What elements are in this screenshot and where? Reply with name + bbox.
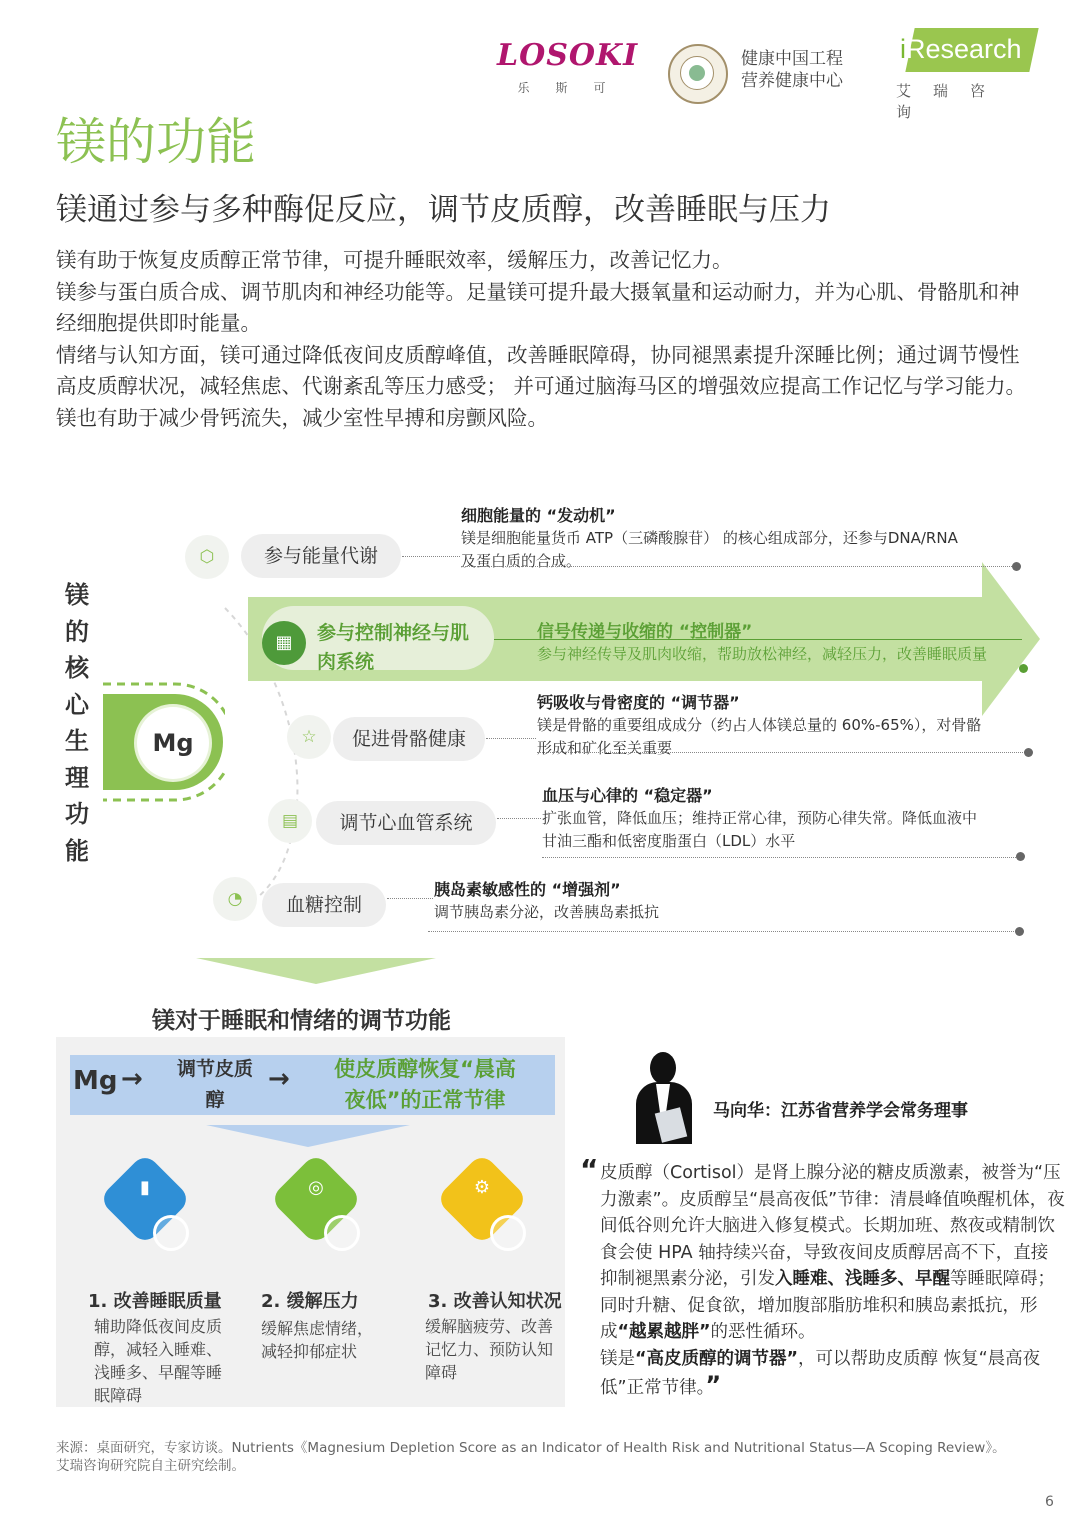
connector-dot bbox=[1012, 562, 1021, 571]
intro-para: 镁参与蛋白质合成、调节肌肉和神经功能等。足量镁可提升最大摄氧量和运动耐力，并为心肌、骨骼肌和神经细胞提供即时能量。 bbox=[56, 279, 1020, 335]
quote-segment: 皮质醇（Cortisol）是肾上腺分泌的糖皮质激素，被誉为“压力激素”。皮质醇呈“晨高夜低”节律：清晨峰值唤醒机体，夜间低谷则允许大脑进入修复模式。长期加班、熬夜或精制饮食会使 HPA 轴持续兴奋，导致夜间皮质醇居高不下，直接抑制褪黑素分泌，引发 bbox=[600, 1163, 1065, 1289]
item-stress-desc: 缓解焦虑情绪， 减轻抑郁症状 bbox=[261, 1319, 374, 1361]
connector-dot bbox=[1019, 664, 1028, 673]
nerve-icon: ▦ bbox=[262, 621, 306, 665]
iresearch-logo bbox=[896, 28, 1041, 122]
quote-segment: 的恶性循环。 bbox=[710, 1322, 816, 1342]
connector-dot bbox=[1016, 852, 1025, 861]
page-title: 镁的功能 bbox=[56, 113, 256, 171]
iresearch-sub: 艾瑞咨询 bbox=[896, 82, 1008, 121]
pie-chart-icon: ◔ bbox=[213, 877, 257, 921]
function-bone-title: 钙吸收与骨密度的 “调节器” bbox=[537, 693, 740, 712]
item-stress-title: 2. 缓解压力 bbox=[261, 1291, 359, 1312]
flow-mid: 调节皮质 醇 bbox=[176, 1058, 253, 1111]
intro-para: 情绪与认知方面，镁可通过降低夜间皮质醇峰值，改善睡眠障碍，协同褪黑素提升深睡比例；通过调节慢性高皮质醇状况，减轻焦虑、代谢紊乱等压力感受； 并可通过脑海马区的增强效应提高工作记忆与学习能力。 bbox=[56, 342, 1027, 398]
seal-org-line1: 健康中国工程 bbox=[741, 49, 843, 69]
source-note: 来源：桌面研究，专家访谈。Nutrients《Magnesium Depletion Score as an Indicator of Health Risk and Nutritional Status—A Scoping Review》。艾瑞咨询研究院自主研究绘制。 bbox=[56, 1440, 1006, 1474]
iresearch-brand: Research bbox=[906, 34, 1022, 64]
function-energy-label: 参与能量代谢 bbox=[241, 534, 401, 578]
item-sleep-title: 1. 改善睡眠质量 bbox=[88, 1291, 222, 1312]
function-bone-label: 促进骨骼健康 bbox=[333, 717, 485, 761]
heart-doc-icon: ▤ bbox=[268, 799, 312, 843]
function-cardio-title: 血压与心律的 “稳定器” bbox=[542, 786, 713, 805]
losoki-sub: 乐斯可 bbox=[517, 81, 632, 95]
expert-avatar bbox=[636, 1052, 692, 1144]
flow-end: 使皮质醇恢复“晨高 夜低”的正常节律 bbox=[334, 1057, 516, 1112]
quote-open-icon: “ bbox=[580, 1153, 599, 1186]
brain-gear-icon: ⚙ bbox=[438, 1155, 526, 1243]
quote-close-icon: ” bbox=[705, 1371, 722, 1399]
band-down-arrow bbox=[206, 1125, 410, 1147]
function-nerve-label: 参与控制神经与肌 肉系统 bbox=[317, 622, 470, 673]
connector-dot bbox=[1015, 927, 1024, 936]
expert-quote bbox=[600, 1160, 1065, 1402]
down-arrow bbox=[196, 958, 436, 984]
page-number: 6 bbox=[1045, 1494, 1054, 1510]
quote-segment: 镁是 bbox=[600, 1348, 635, 1369]
arrow-right-icon: → bbox=[268, 1064, 290, 1094]
item-cognition-desc: 缓解脑疲劳、改善 记忆力、预防认知 障碍 bbox=[425, 1317, 554, 1382]
intro-para: 镁有助于恢复皮质醇正常节律，可提升睡眠效率，缓解压力，改善记忆力。 bbox=[56, 248, 733, 272]
page-subtitle: 镁通过参与多种酶促反应，调节皮质醇，改善睡眠与压力 bbox=[56, 192, 831, 228]
seal-logo bbox=[668, 44, 728, 104]
function-cardio-desc: 扩张血管，降低血压；维持正常心律，预防心律失常。降低血液中 甘油三酯和低密度脂蛋白（LDL）水平 bbox=[542, 809, 978, 850]
seal-org-line2: 营养健康中心 bbox=[741, 71, 843, 91]
quote-emphasis: 入睡难、浅睡多、早醒 bbox=[775, 1269, 950, 1289]
flow-start: Mg bbox=[73, 1066, 118, 1096]
cube-icon: ⬡ bbox=[185, 535, 229, 579]
quote-emphasis: “高皮质醇的调节器” bbox=[635, 1348, 799, 1369]
quote-segment: ，可以帮助皮质醇 恢复“晨高夜低”正常节律。 bbox=[600, 1348, 1041, 1398]
arrow-right-icon: → bbox=[121, 1064, 143, 1094]
quote-segment: 等睡眠障碍；同时升糖、促食欲，增加腹部脂肪堆积和胰岛素抵抗，形成 bbox=[600, 1269, 1055, 1342]
iresearch-i: i bbox=[900, 34, 906, 64]
expert-name: 马向华：江苏省营养学会常务理事 bbox=[713, 1101, 968, 1121]
quote-emphasis: “越累越胖” bbox=[617, 1322, 711, 1342]
diagram-vertical-title: 镁 的 核 心 生 理 功 能 bbox=[65, 581, 89, 865]
sleep-icon: ▮ bbox=[101, 1155, 189, 1243]
sleep-section-title: 镁对于睡眠和情绪的调节功能 bbox=[152, 1008, 451, 1034]
function-glucose-label: 血糖控制 bbox=[262, 883, 386, 927]
losoki-brand: LOSOKI bbox=[497, 38, 639, 73]
function-cardio-label: 调节心血管系统 bbox=[316, 801, 496, 845]
seal-org-text bbox=[741, 48, 843, 92]
connector-dot bbox=[1024, 748, 1033, 757]
intro-para: 镁也有助于减少骨钙流失，减少室性早搏和房颤风险。 bbox=[56, 405, 548, 430]
losoki-logo bbox=[497, 38, 639, 96]
function-nerve-desc: 参与神经传导及肌肉收缩，帮助放松神经，减轻压力，改善睡眠质量 bbox=[537, 645, 988, 663]
function-energy-title: 细胞能量的 “发动机” bbox=[461, 506, 616, 525]
intro-text bbox=[56, 245, 1036, 434]
function-bone-desc: 镁是骨骼的重要组成成分（约占人体镁总量的 60%-65%），对骨骼 形成和矿化至关重要 bbox=[537, 716, 982, 757]
function-energy-desc: 镁是细胞能量货币 ATP（三磷酸腺苷） 的核心组成部分，还参与DNA/RNA 及蛋白质的合成。 bbox=[461, 529, 958, 570]
item-sleep-desc: 辅助降低夜间皮质 醇，减轻入睡难、 浅睡多、早醒等睡 眠障碍 bbox=[94, 1317, 223, 1405]
function-glucose-title: 胰岛素敏感性的 “增强剂” bbox=[434, 880, 621, 899]
target-icon: ◎ bbox=[272, 1155, 360, 1243]
item-cognition-title: 3. 改善认知状况 bbox=[428, 1291, 562, 1312]
function-glucose-desc: 调节胰岛素分泌，改善胰岛素抵抗 bbox=[434, 903, 660, 921]
function-nerve-title: 信号传递与收缩的 “控制器” bbox=[537, 622, 753, 642]
bone-icon: ☆ bbox=[287, 715, 331, 759]
mg-center-label: Mg bbox=[137, 707, 209, 779]
